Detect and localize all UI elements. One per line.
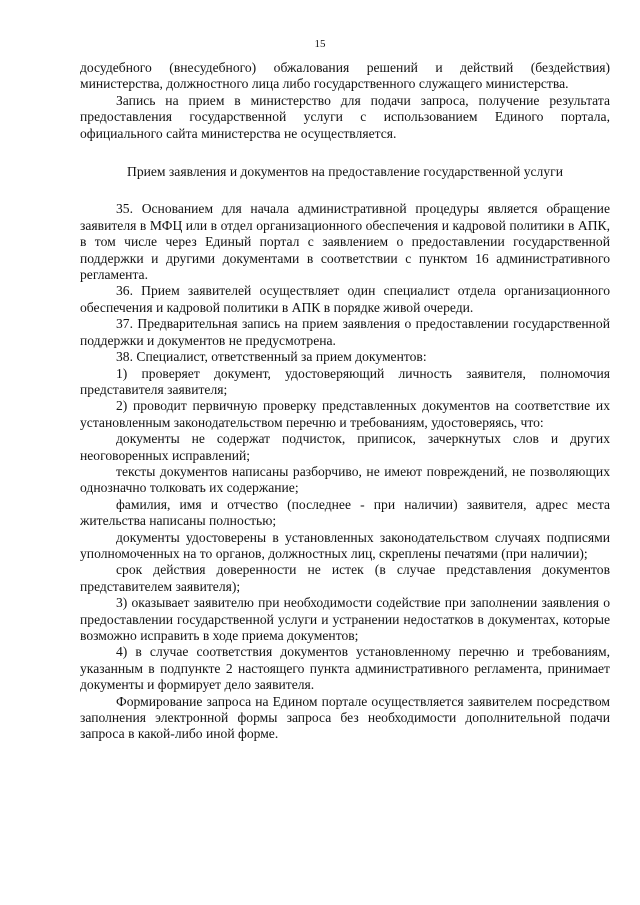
- list-item: документы удостоверены в установленных законодательством случаях подписями уполномоченных на то органов, должностных лиц, скреплены печатями (при наличии);: [80, 529, 610, 561]
- list-item: 4) в случае соответствия документов установленному перечню и требованиям, указанным в подпункте 2 настоящего пункта административного регламента, принимает документы и формирует дело заявителя.: [80, 644, 610, 693]
- list-item: документы не содержат подчисток, приписок, зачеркнутых слов и других неоговоренных исправлений;: [80, 431, 610, 463]
- section-heading: Прием заявления и документов на предоставление государственной услуги: [127, 164, 563, 180]
- list-item: фамилия, имя и отчество (последнее - при наличии) заявителя, адрес места жительства написаны полностью;: [80, 496, 610, 529]
- list-item: 2) проводит первичную проверку представленных документов на соответствие их установленным законодательством перечню и требованиям, удостоверяясь, что:: [80, 398, 610, 430]
- page-number: 15: [314, 38, 326, 50]
- paragraph-36: 36. Прием заявителей осуществляет один специалист отдела организационного обеспечения и кадровой политики в АПК в порядке живой очереди.: [80, 283, 610, 315]
- paragraph-38: 38. Специалист, ответственный за прием документов:: [116, 349, 427, 365]
- paragraph-35: 35. Основанием для начала административной процедуры является обращение заявителя в МФЦ или в отдел организационного обеспечения и кадровой политики в АПК, в том числе через Единый портал с заявлением о предоставлении государственной поддержки и другими документами в соответствии с пунктом 16 административного регламента.: [80, 201, 610, 283]
- list-item: срок действия доверенности не истек (в случае представления документов представителем заявителя);: [80, 562, 610, 594]
- list-item: 1) проверяет документ, удостоверяющий личность заявителя, полномочия представителя заявителя;: [80, 365, 610, 397]
- paragraph: досудебного (внесудебного) обжалования решений и действий (бездействия) министерства, должностного лица либо государственного служащего министерства.: [80, 60, 610, 92]
- list-item: тексты документов написаны разборчиво, не имеют повреждений, не позволяющих однозначно толковать их содержание;: [80, 463, 610, 496]
- paragraph: Формирование запроса на Едином портале осуществляется заявителем посредством заполнения электронной формы запроса без необходимости дополнительной подачи запроса в какой-либо иной форме.: [80, 693, 610, 742]
- paragraph: Запись на прием в министерство для подачи запроса, получение результата предоставления государственной услуги с использованием Единого портала, официального сайта министерства не осуществляется.: [80, 92, 610, 141]
- paragraph-37: 37. Предварительная запись на прием заявления о предоставлении государственной поддержки и документов не предусмотрена.: [80, 316, 610, 348]
- document-body: [80, 60, 610, 743]
- list-item: 3) оказывает заявителю при необходимости содействие при заполнении заявления о предоставлении государственной услуги и устранении недостатков в документах, которые возможно исправить в ходе приема документов;: [80, 595, 610, 643]
